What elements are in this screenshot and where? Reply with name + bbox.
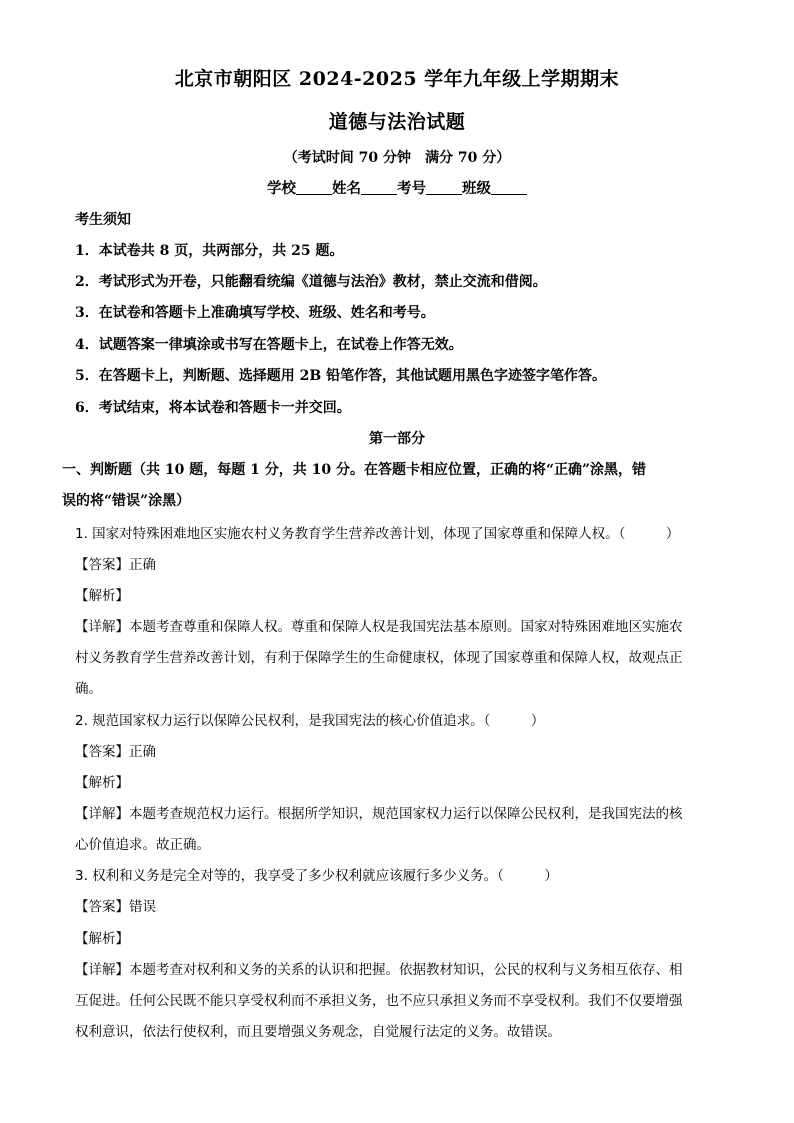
detail-text: 确。 <box>75 681 102 697</box>
notice-item: 1．本试卷共 8 页，共两部分，共 25 题。 <box>75 243 344 259</box>
detail-tag: 【详解】 <box>75 962 129 978</box>
detail-text: 权利意识，依法行使权利，而且要增强义务观念，自觉履行法定的义务。故错误。 <box>75 1024 561 1040</box>
field-class: 班级 <box>462 180 491 197</box>
question-stem: 1. 国家对特殊困难地区实施农村义务教育学生营养改善计划，体现了国家尊重和保障人权。（ ） <box>75 526 680 542</box>
detail-line <box>75 958 735 978</box>
notice-heading: 考生须知 <box>75 212 131 228</box>
exam-title: 北京市朝阳区 2024-2025 学年九年级上学期期末 <box>174 68 620 90</box>
name-blank <box>361 182 397 195</box>
detail-text: 村义务教育学生营养改善计划，有利于保障学生的生命健康权，体现了国家尊重和保障人权，故观点正 <box>75 650 683 666</box>
question-stem: 3. 权利和义务是完全对等的，我享受了多少权利就应该履行多少义务。（ ） <box>75 868 558 884</box>
exam-info: （考试时间 70 分钟 满分 70 分） <box>283 150 511 166</box>
analysis-tag: 【解析】 <box>75 931 129 947</box>
detail-text: 本题考查规范权力运行。根据所学知识，规范国家权力运行以保障公民权利，是我国宪法的核 <box>129 806 683 822</box>
exam-number-blank <box>426 182 462 195</box>
analysis-tag: 【解析】 <box>75 588 129 604</box>
school-blank <box>296 182 332 195</box>
notice-item: 5．在答题卡上，判断题、选择题用 2B 铅笔作答，其他试题用黑色字迹签字笔作答。 <box>75 368 607 384</box>
field-school: 学校 <box>267 180 296 197</box>
question-stem: 2. 规范国家权力运行以保障公民权利，是我国宪法的核心价值追求。（ ） <box>75 713 545 729</box>
detail-text: 心价值追求。故正确。 <box>75 837 210 853</box>
exam-subject: 道德与法治试题 <box>328 111 466 133</box>
notice-item: 6．考试结束，将本试卷和答题卡一并交回。 <box>75 400 351 416</box>
detail-line <box>75 615 735 635</box>
answer-value: 正确 <box>129 744 156 760</box>
part-heading: 第一部分 <box>369 431 425 447</box>
detail-tag: 【详解】 <box>75 619 129 635</box>
notice-item: 2．考试形式为开卷，只能翻看统编《道德与法治》教材，禁止交流和借阅。 <box>75 274 547 290</box>
answer-line <box>75 895 735 915</box>
notice-item: 3．在试卷和答题卡上准确填写学校、班级、姓名和考号。 <box>75 305 435 321</box>
answer-line <box>75 740 735 760</box>
detail-text: 本题考查对权利和义务的关系的认识和把握。依据教材知识，公民的权利与义务相互依存、相 <box>129 962 683 978</box>
answer-tag: 【答案】 <box>75 557 129 573</box>
answer-line <box>75 553 735 573</box>
notice-item: 4．试题答案一律填涂或书写在答题卡上，在试卷上作答无效。 <box>75 337 463 353</box>
field-exam-number: 考号 <box>397 180 426 197</box>
section-heading: 一、判断题（共 10 题，每题 1 分，共 10 分。在答题卡相应位置，正确的将“正确”涂黑，错 <box>62 462 647 478</box>
answer-tag: 【答案】 <box>75 744 129 760</box>
class-blank <box>491 182 527 195</box>
analysis-tag: 【解析】 <box>75 775 129 791</box>
answer-value: 错误 <box>129 899 156 915</box>
section-heading-continued: 误的将“错误”涂黑） <box>62 493 191 509</box>
detail-tag: 【详解】 <box>75 806 129 822</box>
detail-line <box>75 802 735 822</box>
student-info-line <box>0 177 794 198</box>
answer-value: 正确 <box>129 557 156 573</box>
field-name: 姓名 <box>332 180 361 197</box>
detail-text: 本题考查尊重和保障人权。尊重和保障人权是我国宪法基本原则。国家对特殊困难地区实施农 <box>129 619 683 635</box>
detail-text: 互促进。任何公民既不能只享受权利而不承担义务，也不应只承担义务而不享受权利。我们不仅要增强 <box>75 993 683 1009</box>
answer-tag: 【答案】 <box>75 899 129 915</box>
